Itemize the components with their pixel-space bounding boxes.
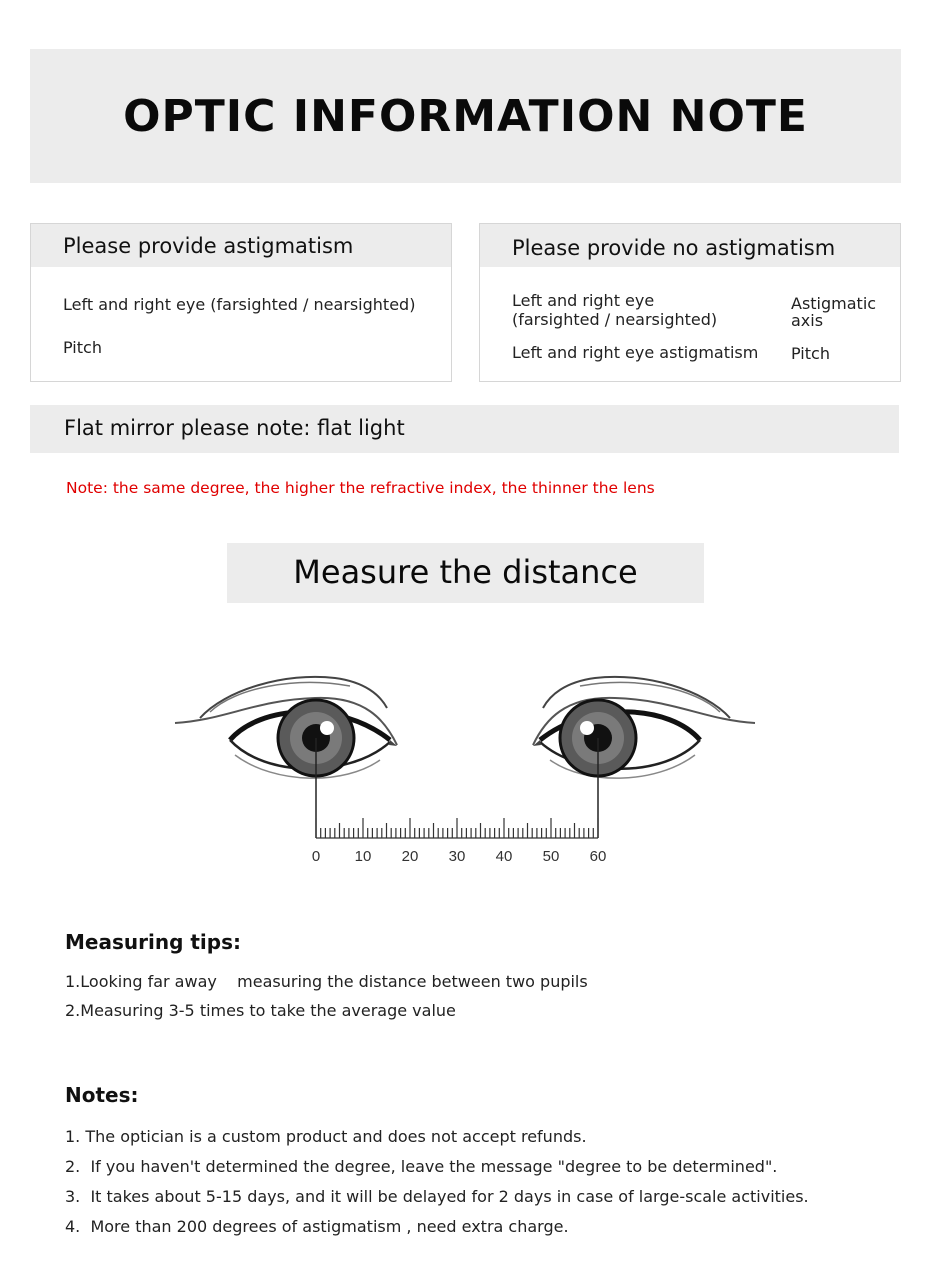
no-astigmatism-item: axis	[791, 311, 824, 330]
no-astigmatism-item: (farsighted / nearsighted)	[512, 310, 718, 329]
ruler-label: 10	[354, 848, 372, 865]
no-astigmatism-item: Astigmatic	[791, 294, 877, 313]
astigmatism-item: Left and right eye (farsighted / nearsighted)	[63, 295, 416, 314]
measure-heading-band	[227, 543, 704, 603]
note-item: 4. More than 200 degrees of astigmatism , need extra charge.	[65, 1217, 569, 1236]
page-title: OPTIC INFORMATION NOTE	[123, 90, 808, 142]
no-astigmatism-item: Left and right eye astigmatism	[512, 343, 759, 362]
flat-mirror-band	[30, 405, 899, 453]
right-eye-icon	[533, 677, 755, 778]
ruler-label: 30	[448, 848, 466, 865]
no-astigmatism-card-title: Please provide no astigmatism	[512, 236, 836, 260]
flat-mirror-text: Flat mirror please note: flat light	[64, 416, 405, 440]
left-eye-icon	[175, 677, 397, 778]
tip-item: 2.Measuring 3-5 times to take the average value	[65, 1001, 456, 1020]
no-astigmatism-item: Left and right eye	[512, 291, 655, 310]
ruler-label: 20	[401, 848, 419, 865]
pupil-distance-illustration	[165, 660, 765, 875]
tips-heading: Measuring tips:	[65, 930, 241, 954]
ruler	[316, 818, 598, 838]
note-item: 1. The optician is a custom product and does not accept refunds.	[65, 1127, 587, 1146]
refractive-index-note: Note: the same degree, the higher the refractive index, the thinner the lens	[66, 479, 655, 497]
measure-heading: Measure the distance	[293, 553, 638, 591]
no-astigmatism-item: Pitch	[791, 344, 830, 363]
ruler-labels	[312, 848, 607, 865]
ruler-label: 50	[542, 848, 560, 865]
ruler-label: 60	[589, 848, 607, 865]
title-banner	[30, 49, 901, 183]
ruler-label: 0	[311, 848, 321, 865]
no-astigmatism-card	[479, 223, 901, 382]
astigmatism-card-header	[31, 224, 451, 267]
astigmatism-item: Pitch	[63, 338, 102, 357]
ruler-label: 40	[495, 848, 513, 865]
astigmatism-card	[30, 223, 452, 382]
notes-heading: Notes:	[65, 1083, 139, 1107]
astigmatism-card-title: Please provide astigmatism	[63, 234, 354, 258]
tip-item: 1.Looking far away measuring the distance between two pupils	[65, 972, 588, 991]
note-item: 2. If you haven't determined the degree, leave the message "degree to be determined".	[65, 1157, 778, 1176]
note-item: 3. It takes about 5-15 days, and it will be delayed for 2 days in case of large-scale activities.	[65, 1187, 809, 1206]
no-astigmatism-card-header	[480, 224, 900, 267]
